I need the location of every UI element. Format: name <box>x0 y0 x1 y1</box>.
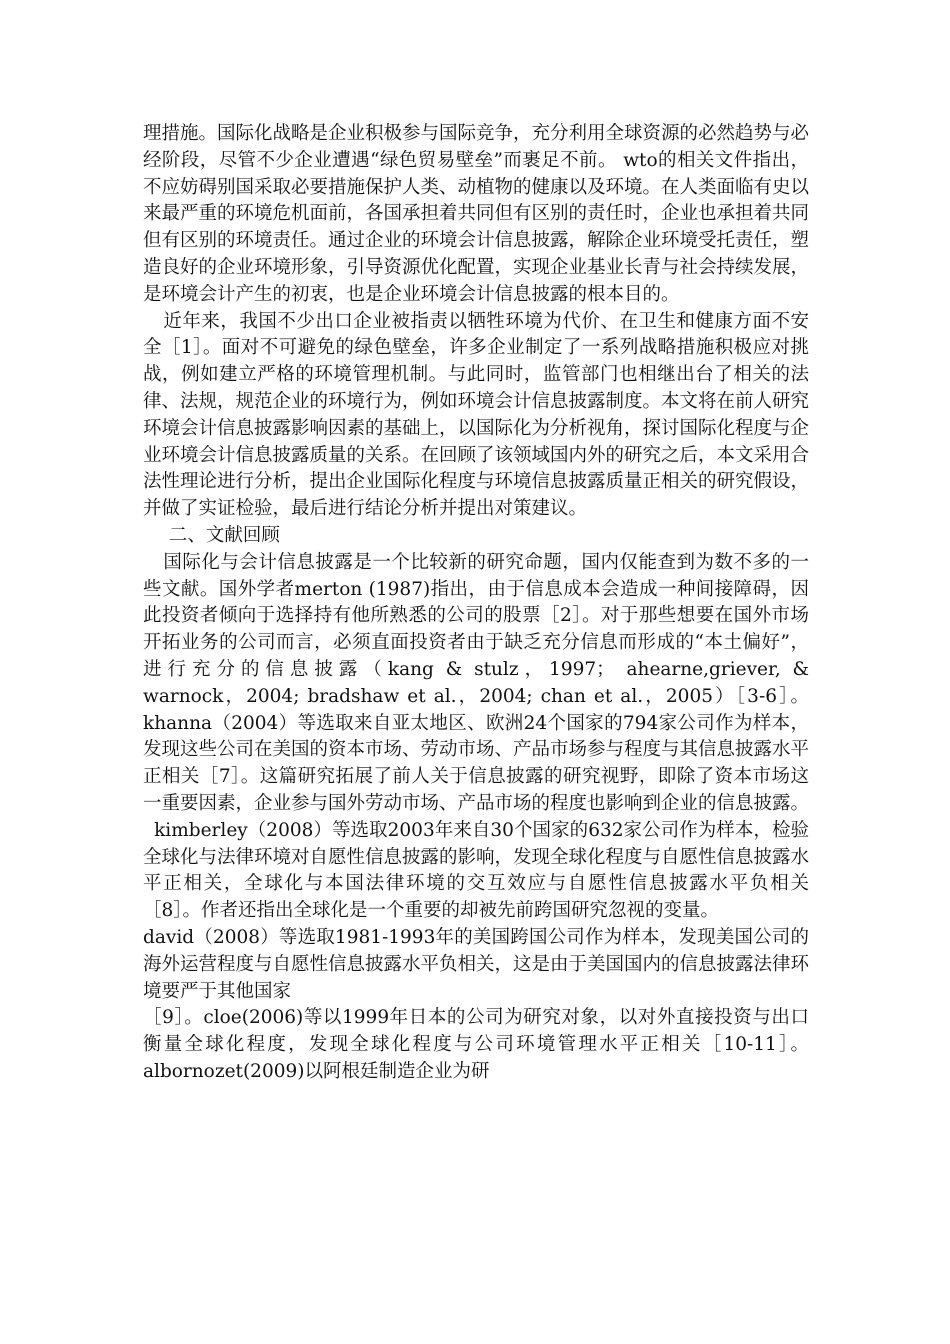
paragraph-literature-2: kimberley（2008）等选取2003年来自30个国家的632家公司作为样本，检验全球化与法律环境对自愿性信息披露的影响，发现全球化程度与自愿性信息披露水平正相关，全球化与本国法律环境的交互效应与自愿性信息披露水平负相关［8］。作者还指出全球化是一个重要的却被先前跨国研究忽视的变量。 <box>143 819 810 922</box>
paragraph-literature-3: david（2008）等选取1981-1993年的美国跨国公司作为样本，发现美国公司的海外运营程度与自愿性信息披露水平负相关，这是由于美国国内的信息披露法律环境要严于其他国家 <box>143 926 810 1002</box>
section-heading-literature-review: 二、文献回顾 <box>168 524 280 546</box>
paragraph-literature-4: ［9］。cloe(2006)等以1999年日本的公司为研究对象，以对外直接投资与出口衡量全球化程度，发现全球化程度与公司环境管理水平正相关［10-11］。albornozet(2009)以阿根廷制造企业为研 <box>143 1007 809 1082</box>
paragraph-background: 近年来，我国不少出口企业被指责以牺牲环境为代价、在卫生和健康方面不安全［1］。面对不可避免的绿色壁垒，许多企业制定了一系列战略措施积极应对挑战，例如建立严格的环境管理机制。与此同时，监管部门也相继出台了相关的法律、法规，规范企业的环境行为，例如环境会计信息披露制度。本文将在前人研究环境会计信息披露影响因素的基础上，以国际化为分析视角，探讨国际化程度与企业环境会计信息披露质量的关系。在回顾了该领域国内外的研究之后，本文采用合法性理论进行分析，提出企业国际化程度与环境信息披露质量正相关的研究假设，并做了实证检验，最后进行结论分析并提出对策建议。 <box>143 310 810 520</box>
document-body <box>143 121 809 1086</box>
paragraph-literature-1: 国际化与会计信息披露是一个比较新的研究命题，国内仅能查到为数不多的一些文献。国外学者merton (1987)指出，由于信息成本会造成一种间接障碍，因此投资者倾向于选择持有他所熟悉的公司的股票［2］。对于那些想要在国外市场开拓业务的公司而言，必须直面投资者由于缺乏充分信息而形成的“本土偏好”，进行充分的信息披露（kang & stulz，1997； ahearne,griever, & warnock，2004; bradshaw et al.，2004; chan et al.，2005）［3-6］。khanna（2004）等选取来自亚太地区、欧洲24个国家的794家公司作为样本，发现这些公司在美国的资本市场、劳动市场、产品市场参与程度与其信息披露水平正相关［7］。这篇研究拓展了前人关于信息披露的研究视野，即除了资本市场这一重要因素，企业参与国外劳动市场、产品市场的程度也影响到企业的信息披露。 <box>143 551 810 814</box>
paragraph-intro-continuation: 理措施。国际化战略是企业积极参与国际竞争，充分利用全球资源的必然趋势与必经阶段，尽管不少企业遭遇“绿色贸易壁垒”而裹足不前。 wto的相关文件指出，不应妨碍别国采取必要措施保护人类、动植物的健康以及环境。在人类面临有史以来最严重的环境危机面前，各国承担着共同但有区别的责任时，企业也承担着共同但有区别的环境责任。通过企业的环境会计信息披露，解除企业环境受托责任，塑造良好的企业环境形象，引导资源优化配置，实现企业基业长青与社会持续发展，是环境会计产生的初衷，也是企业环境会计信息披露的根本目的。 <box>143 123 810 305</box>
